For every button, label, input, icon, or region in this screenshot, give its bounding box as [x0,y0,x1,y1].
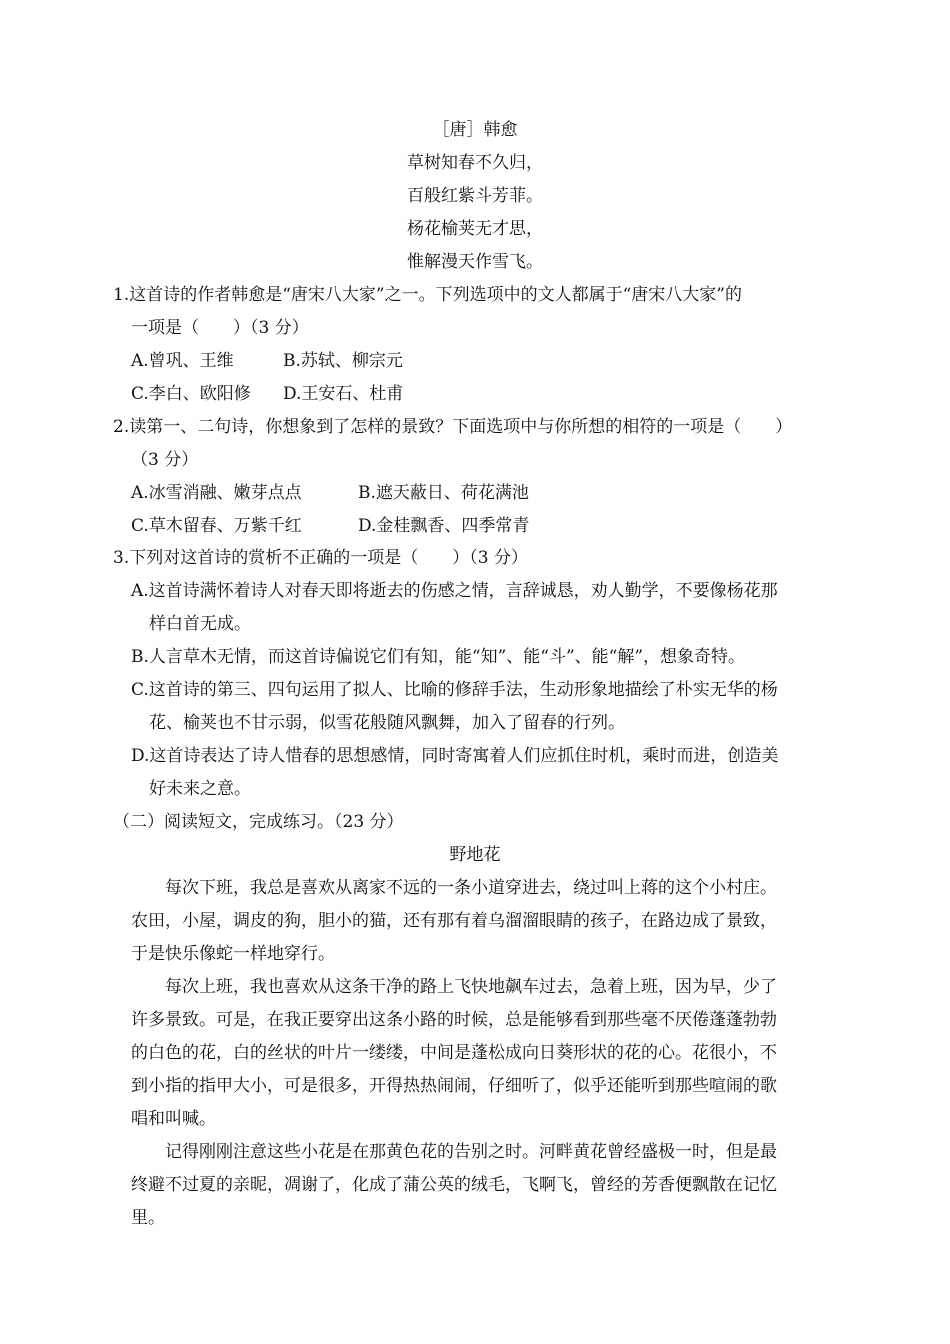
poem-author: ［唐］韩愈 [432,120,518,140]
poem-line-3: 杨花榆荚无才思， [407,219,543,239]
q3-text-line1: 3.下列对这首诗的赏析不正确的一项是（ ）（3 分） [113,548,528,568]
q2-option-c: C.草木留春、万紫千红 [131,516,302,536]
p3-line3: 里。 [131,1208,165,1228]
p1-line3: 于是快乐像蛇一样地穿行。 [131,944,335,964]
p3-line2: 终避不过夏的亲昵，凋谢了，化成了蒲公英的绒毛，飞啊飞，曾经的芳香便飘散在记忆 [131,1175,777,1195]
poem-line-4: 惟解漫天作雪飞。 [407,252,543,272]
poem-line-2: 百般红紫斗芳菲。 [407,186,543,206]
q3-option-a-line1: A.这首诗满怀着诗人对春天即将逝去的伤感之情，言辞诚恳，劝人勤学，不要像杨花那 [131,581,778,601]
q1-option-a: A.曾巩、王维 [131,351,234,371]
q3-option-d-line1: D.这首诗表达了诗人惜春的思想感情，同时寄寓着人们应抓住时机，乘时而进，创造美 [131,746,779,766]
q1-text-line2: 一项是（ ）（3 分） [131,318,309,338]
q1-option-c: C.李白、欧阳修 [131,384,251,404]
p2-line5: 唱和叫喊。 [131,1109,216,1129]
q3-option-a-line2: 样白首无成。 [149,614,251,634]
q3-option-d-line2: 好未来之意。 [149,779,251,799]
q1-option-d: D.王安石、杜甫 [283,384,404,404]
p2-line1: 每次上班，我也喜欢从这条干净的路上飞快地飙车过去，急着上班，因为早，少了 [165,977,777,997]
p2-line2: 许多景致。可是，在我正要穿出这条小路的时候，总是能够看到那些毫不厌倦蓬蓬勃勃 [131,1010,777,1030]
section2-heading: （二）阅读短文，完成练习。（23 分） [113,812,404,832]
p2-line4: 到小指的指甲大小，可是很多，开得热热闹闹，仔细听了，似乎还能听到那些喧闹的歌 [131,1076,777,1096]
q1-text-line1: 1.这首诗的作者韩愈是“唐宋八大家”之一。下列选项中的文人都属于“唐宋八大家”的 [113,285,742,305]
q3-option-b-line1: B.人言草木无情，而这首诗偏说它们有知，能“知”、能“斗”、能“解”，想象奇特。 [131,647,746,667]
article-title: 野地花 [449,845,501,865]
q2-option-a: A.冰雪消融、嫩芽点点 [131,483,302,503]
q2-text-line2: （3 分） [131,450,199,470]
p2-line3: 的白色的花，白的丝状的叶片一缕缕，中间是蓬松成向日葵形状的花的心。花很小，不 [131,1043,777,1063]
q2-text-line1: 2.读第一、二句诗，你想象到了怎样的景致？下面选项中与你所想的相符的一项是（ ） [113,417,793,437]
q3-option-c-line1: C.这首诗的第三、四句运用了拟人、比喻的修辞手法，生动形象地描绘了朴实无华的杨 [131,680,778,700]
p1-line1: 每次下班，我总是喜欢从离家不远的一条小道穿进去，绕过叫上蒋的这个小村庄。 [165,878,777,898]
q3-option-c-line2: 花、榆荚也不甘示弱，似雪花般随风飘舞，加入了留春的行列。 [149,713,625,733]
p1-line2: 农田，小屋，调皮的狗，胆小的猫，还有那有着乌溜溜眼睛的孩子，在路边成了景致， [131,911,777,931]
q2-option-d: D.金桂飘香、四季常青 [358,516,530,536]
poem-line-1: 草树知春不久归， [407,153,543,173]
p3-line1: 记得刚刚注意这些小花是在那黄色花的告别之时。河畔黄花曾经盛极一时，但是最 [165,1142,777,1162]
q2-option-b: B.遮天蔽日、荷花满池 [358,483,529,503]
q1-option-b: B.苏轼、柳宗元 [283,351,403,371]
